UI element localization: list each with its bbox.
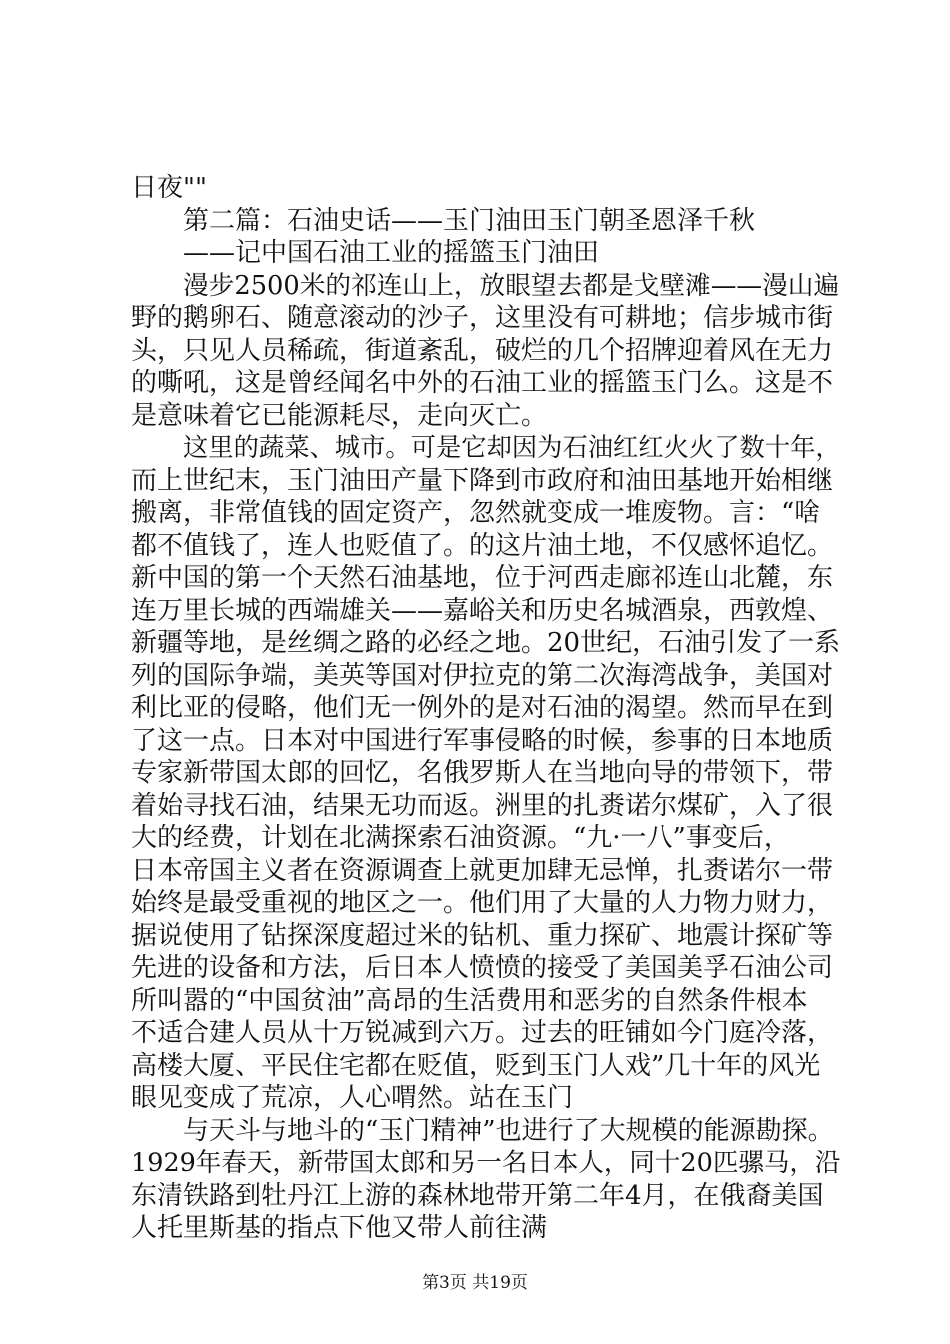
text-line: 大的经费，计划在北满探索石油资源。“九·一八”事变后， [131, 823, 790, 853]
text-line: 的嘶吼，这是曾经闻名中外的石油工业的摇篮玉门么。这是不 [131, 368, 834, 398]
text-line: 东清铁路到牡丹江上游的森林地带开第二年4月，在俄裔美国 [131, 1180, 824, 1211]
text-line: 搬离，非常值钱的固定资产，忽然就变成一堆废物。言：“啥 [131, 498, 821, 528]
page-footer [0, 1272, 950, 1294]
text-line: 专家新带国太郎的回忆，名俄罗斯人在当地向导的带领下，带 [131, 758, 834, 788]
text-line: 不适合建人员从十万锐减到六万。过去的旺铺如今门庭冷落， [131, 1018, 834, 1048]
text-line: 高楼大厦、平民住宅都在贬值，贬到玉门人戏”几十年的风光 [131, 1050, 821, 1081]
text-line: 野的鹅卵石、随意滚动的沙子，这里没有可耕地；信步城市街 [131, 303, 834, 333]
text-line: 这里的蔬菜、城市。可是它却因为石油红红火火了数十年， [183, 433, 841, 462]
text-line: 利比亚的侵略，他们无一例外的是对石油的渴望。然而早在到 [131, 693, 834, 723]
page-number-label: 第3页 共19页 [422, 1273, 528, 1293]
text-line: 始终是最受重视的地区之一。他们用了大量的人力物力财力， [131, 888, 834, 918]
text-line: 新疆等地，是丝绸之路的必经之地。20世纪，石油引发了一系 [131, 628, 841, 658]
text-line: 据说使用了钻探深度超过米的钻机、重力探矿、地震计探矿等 [131, 920, 834, 951]
text-line: 而上世纪末，玉门油田产量下降到市政府和油田基地开始相继 [131, 465, 834, 496]
text-line: 了这一点。日本对中国进行军事侵略的时候，参事的日本地质 [131, 725, 834, 756]
text-line: 新中国的第一个天然石油基地，位于河西走廊祁连山北麓，东 [131, 563, 834, 593]
text-line: 眼见变成了荒凉，人心喟然。站在玉门 [131, 1083, 574, 1113]
document-body [131, 172, 841, 1245]
text-line: 与天斗与地斗的“玉门精神”也进行了大规模的能源勘探。 [183, 1115, 834, 1146]
text-line: 列的国际争端，美英等国对伊拉克的第二次海湾战争，美国对 [131, 660, 834, 691]
text-line: 着始寻找石油，结果无功而返。洲里的扎赉诺尔煤矿，入了很 [131, 790, 834, 821]
text-line: 先进的设备和方法，后日本人愤愤的接受了美国美孚石油公司 [131, 953, 834, 983]
text-line: ——记中国石油工业的摇篮玉门油田 [183, 238, 600, 268]
text-line: 头，只见人员稀疏，街道紊乱，破烂的几个招牌迎着风在无力 [131, 335, 834, 366]
text-line: 第二篇：石油史话——玉门油田玉门朝圣恩泽千秋 [183, 205, 756, 236]
text-line: 日本帝国主义者在资源调查上就更加肆无忌惮，扎赉诺尔一带 [131, 855, 834, 886]
text-line: 都不值钱了，连人也贬值了。的这片油土地，不仅感怀追忆。 [131, 530, 834, 561]
text-line: 漫步2500米的祁连山上，放眼望去都是戈壁滩——漫山遍 [183, 270, 840, 301]
text-line: 连万里长城的西端雄关——嘉峪关和历史名城酒泉，西敦煌、 [131, 595, 834, 626]
text-line: 日夜"" [131, 173, 207, 203]
text-line: 1929年春天，新带国太郎和另一名日本人，同十20匹骡马，沿 [131, 1148, 841, 1178]
text-line: 是意味着它已能源耗尽，走向灭亡。 [131, 400, 548, 431]
text-line: 人托里斯基的指点下他又带人前往满 [131, 1213, 548, 1243]
text-line: 所叫嚣的“中国贫油”高昂的生活费用和恶劣的自然条件根本 [131, 985, 808, 1016]
